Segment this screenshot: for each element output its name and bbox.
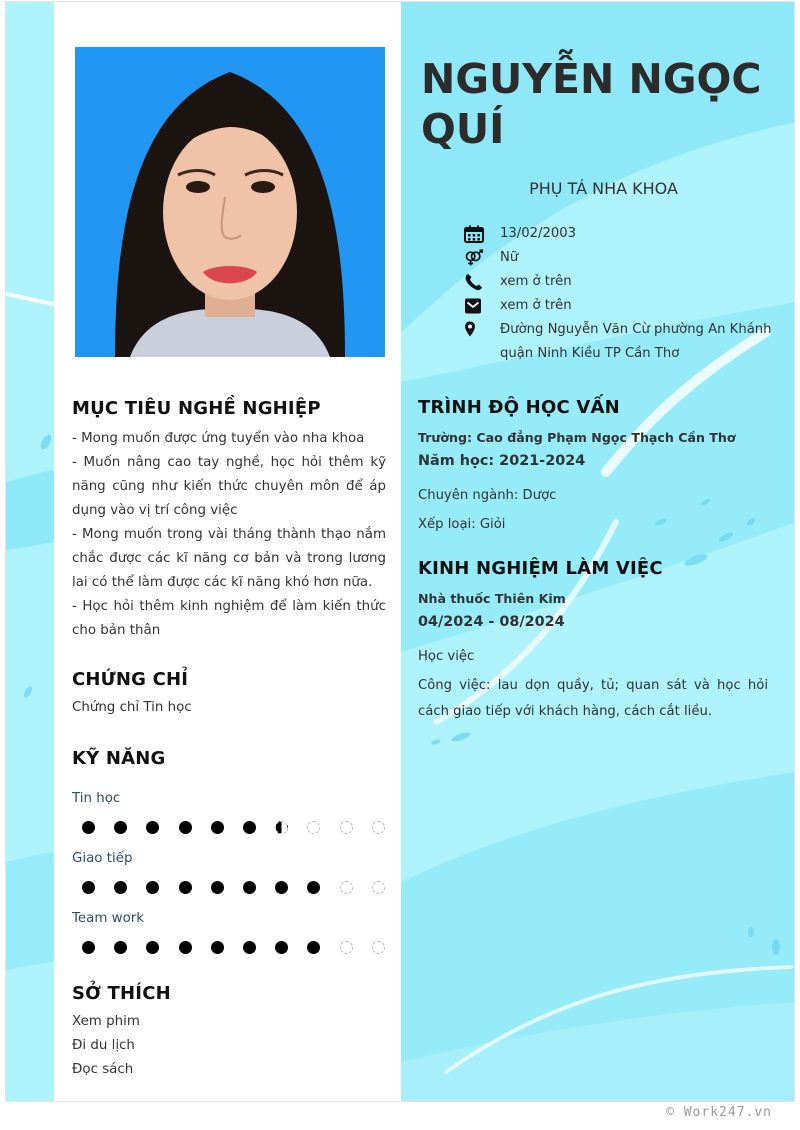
education-section — [418, 397, 768, 538]
skill-rating — [72, 929, 386, 969]
hobby-item: Đọc sách — [72, 1062, 134, 1077]
rating-dot-empty — [307, 821, 320, 834]
info-address — [464, 318, 794, 366]
rating-dot-filled — [275, 941, 288, 954]
experience-section — [418, 558, 768, 725]
rating-dot-filled — [82, 881, 95, 894]
skill-name: Team work — [72, 911, 145, 926]
certificate-item: Chứng chỉ Tin học — [72, 700, 192, 715]
info-birthdate — [464, 222, 794, 246]
info-email — [464, 294, 794, 318]
skills-title: KỸ NĂNG — [72, 748, 166, 769]
objective-line: - Học hỏi thêm kinh nghiệm để làm kiến thức cho bản thân — [72, 599, 386, 638]
objective-line: - Mong muốn được ứng tuyển vào nha khoa — [72, 431, 365, 446]
skill-item — [72, 909, 386, 969]
calendar-icon — [464, 225, 484, 243]
gender-icon — [464, 249, 484, 267]
info-phone — [464, 270, 794, 294]
rating-dot-filled — [275, 881, 288, 894]
cv-page — [5, 1, 795, 1102]
education-major: Chuyên ngành: Dược — [418, 488, 557, 503]
hobbies-title: SỞ THÍCH — [72, 983, 171, 1004]
phone-icon — [464, 273, 484, 291]
skill-rating — [72, 869, 386, 909]
rating-dot-filled — [82, 941, 95, 954]
skill-rating — [72, 809, 386, 849]
experience-period: 04/2024 - 08/2024 — [418, 614, 565, 630]
info-text: 13/02/2003 — [500, 226, 577, 241]
job-title: PHỤ TÁ NHA KHOA — [529, 179, 678, 198]
rating-dot-filled — [243, 881, 256, 894]
skill-name: Giao tiếp — [72, 851, 133, 866]
education-school: Trường: Cao đẳng Phạm Ngọc Thạch Cần Thơ — [418, 430, 736, 445]
rating-dot-empty — [340, 821, 353, 834]
education-years: Năm học: 2021-2024 — [418, 453, 586, 469]
rating-dot-filled — [243, 941, 256, 954]
rating-dot-filled — [179, 881, 192, 894]
rating-dot-filled — [243, 821, 256, 834]
rating-dot-filled — [114, 941, 127, 954]
rating-dot-empty — [340, 941, 353, 954]
rating-dot-filled — [146, 881, 159, 894]
rating-dot-filled — [211, 881, 224, 894]
info-gender — [464, 246, 794, 270]
rating-dot-filled — [275, 821, 288, 834]
education-grade: Xếp loại: Giỏi — [418, 517, 506, 532]
certificates-section — [72, 669, 386, 720]
education-title: TRÌNH ĐỘ HỌC VẤN — [418, 397, 620, 418]
rating-dot-filled — [114, 881, 127, 894]
info-text: xem ở trên — [500, 274, 572, 289]
candidate-name: NGUYỄN NGỌC QUÍ — [421, 55, 762, 153]
skill-item — [72, 789, 386, 849]
hobbies-section — [72, 983, 386, 1082]
email-icon — [464, 297, 484, 315]
experience-title: KINH NGHIỆM LÀM VIỆC — [418, 558, 663, 579]
experience-company: Nhà thuốc Thiên Kim — [418, 591, 566, 606]
personal-info — [464, 222, 794, 366]
rating-dot-filled — [114, 821, 127, 834]
rating-dot-empty — [340, 881, 353, 894]
experience-description: Công việc: lau dọn quầy, tủ; quan sát và học hỏi cách giao tiếp với khách hàng, cách cắt liều. — [418, 678, 768, 719]
left-column — [54, 2, 401, 1102]
skill-name: Tin học — [72, 791, 121, 806]
objective-line: - Muốn nâng cao tay nghề, học hỏi thêm kỹ năng cũng như kiến thức chuyên môn để áp dụng vào vị trí công việc — [72, 455, 386, 518]
rating-dot-filled — [146, 821, 159, 834]
objective-section — [72, 398, 386, 643]
rating-dot-empty — [372, 821, 385, 834]
rating-dot-filled — [179, 941, 192, 954]
rating-dot-filled — [307, 881, 320, 894]
objective-line: - Mong muốn trong vài tháng thành thạo nắm chắc được các kĩ năng cơ bản và trong lương lai có thể làm được các kĩ năng khó hơn nữa. — [72, 527, 386, 590]
profile-photo — [75, 47, 385, 357]
certificates-title: CHỨNG CHỈ — [72, 669, 189, 690]
rating-dot-filled — [179, 821, 192, 834]
hobby-item: Xem phim — [72, 1014, 140, 1029]
location-icon — [464, 321, 484, 339]
skill-item — [72, 849, 386, 909]
hobby-item: Đi du lịch — [72, 1038, 135, 1053]
objective-title: MỤC TIÊU NGHỀ NGHIỆP — [72, 398, 321, 419]
rating-dot-empty — [372, 941, 385, 954]
rating-dot-filled — [146, 941, 159, 954]
skills-section — [72, 748, 386, 969]
info-text: Nữ — [500, 250, 519, 265]
rating-dot-filled — [307, 941, 320, 954]
rating-dot-empty — [372, 881, 385, 894]
rating-dot-filled — [211, 941, 224, 954]
rating-dot-filled — [82, 821, 95, 834]
info-text: Đường Nguyễn Văn Cừ phường An Khánh quận Ninh Kiều TP Cần Thơ — [500, 322, 772, 361]
rating-dot-filled — [211, 821, 224, 834]
experience-role: Học việc — [418, 649, 475, 664]
info-text: xem ở trên — [500, 298, 572, 313]
watermark: © Work247.vn — [666, 1105, 772, 1120]
right-column — [401, 2, 795, 1102]
